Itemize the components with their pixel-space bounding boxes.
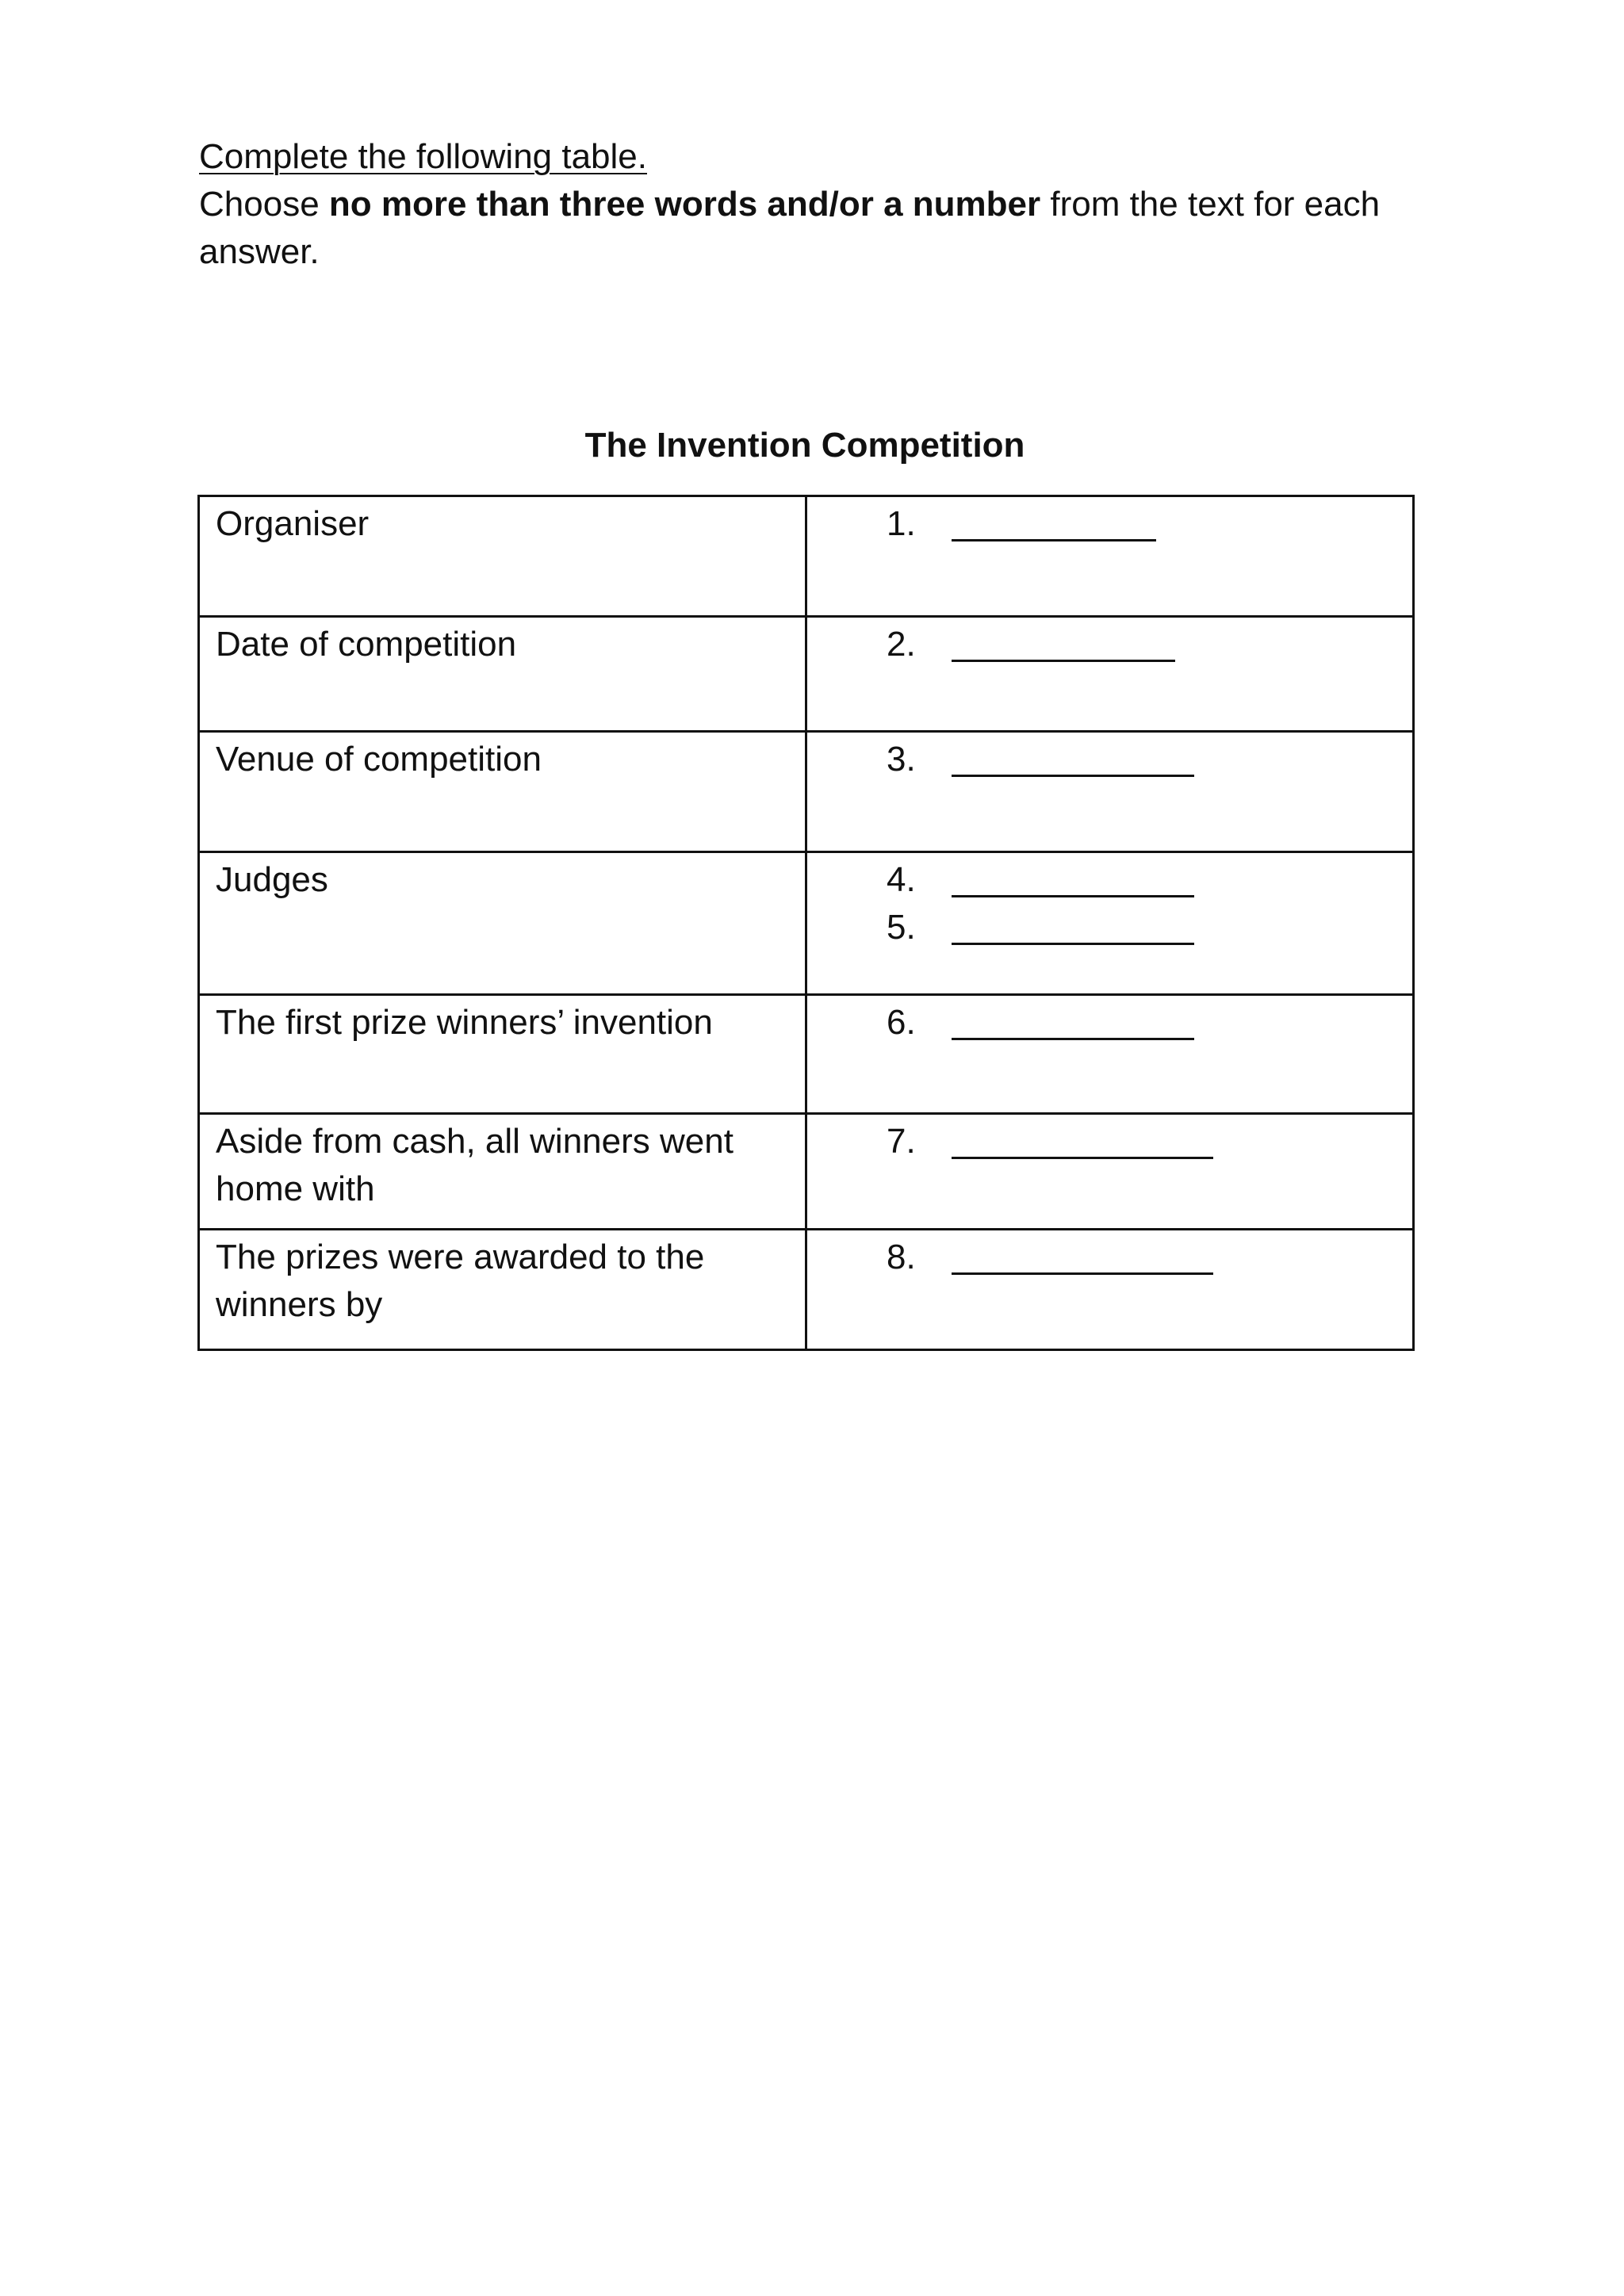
table-row xyxy=(199,1114,1414,1230)
answer-cell xyxy=(806,617,1414,732)
answer-number: 2. xyxy=(887,625,916,664)
answer-blank[interactable] xyxy=(952,1122,1213,1159)
instructions-suffix: from the text for each answer. xyxy=(199,185,1381,271)
answer-blank[interactable] xyxy=(952,504,1156,541)
competition-table xyxy=(197,495,1415,1351)
row-label: Aside from cash, all winners went home with xyxy=(199,1114,806,1230)
instructions-heading: Complete the following table. xyxy=(199,137,647,176)
answer-number: 8. xyxy=(887,1238,916,1276)
answer-blank[interactable] xyxy=(952,1238,1213,1275)
answer-number: 3. xyxy=(887,740,916,779)
answer-line xyxy=(823,1234,1396,1281)
answer-line xyxy=(823,1118,1396,1165)
instructions-prefix: Choose xyxy=(199,185,329,224)
answer-number: 7. xyxy=(887,1122,916,1161)
row-label: Date of competition xyxy=(199,617,806,732)
answer-cell xyxy=(806,496,1414,617)
answer-line xyxy=(823,621,1396,668)
table-row xyxy=(199,995,1414,1114)
table-row xyxy=(199,496,1414,617)
row-label: Venue of competition xyxy=(199,732,806,852)
answer-number: 4. xyxy=(887,860,916,899)
row-label: The first prize winners’ invention xyxy=(199,995,806,1114)
table-title: The Invention Competition xyxy=(584,426,1025,465)
answer-cell xyxy=(806,852,1414,995)
answer-blank[interactable] xyxy=(952,740,1194,777)
answer-line xyxy=(823,500,1396,548)
answer-line xyxy=(823,856,1396,904)
table-row xyxy=(199,617,1414,732)
instructions-bold: no more than three words and/or a number xyxy=(328,185,1041,224)
answer-line xyxy=(823,736,1396,783)
answer-cell xyxy=(806,732,1414,852)
answer-line xyxy=(823,999,1396,1047)
instructions-text xyxy=(199,181,1436,276)
answer-cell xyxy=(806,995,1414,1114)
answer-blank[interactable] xyxy=(952,908,1194,945)
answer-cell xyxy=(806,1230,1414,1350)
answer-blank[interactable] xyxy=(952,1003,1194,1040)
row-label: The prizes were awarded to the winners by xyxy=(199,1230,806,1350)
answer-cell xyxy=(806,1114,1414,1230)
answer-number: 6. xyxy=(887,1003,916,1042)
table-row xyxy=(199,852,1414,995)
answer-blank[interactable] xyxy=(952,860,1194,897)
answer-line xyxy=(823,904,1396,951)
instructions xyxy=(199,133,1436,276)
answer-number: 1. xyxy=(887,504,916,543)
answer-blank[interactable] xyxy=(952,625,1175,662)
table-row xyxy=(199,732,1414,852)
row-label: Organiser xyxy=(199,496,806,617)
answer-number: 5. xyxy=(887,908,916,947)
table-row xyxy=(199,1230,1414,1350)
row-label: Judges xyxy=(199,852,806,995)
